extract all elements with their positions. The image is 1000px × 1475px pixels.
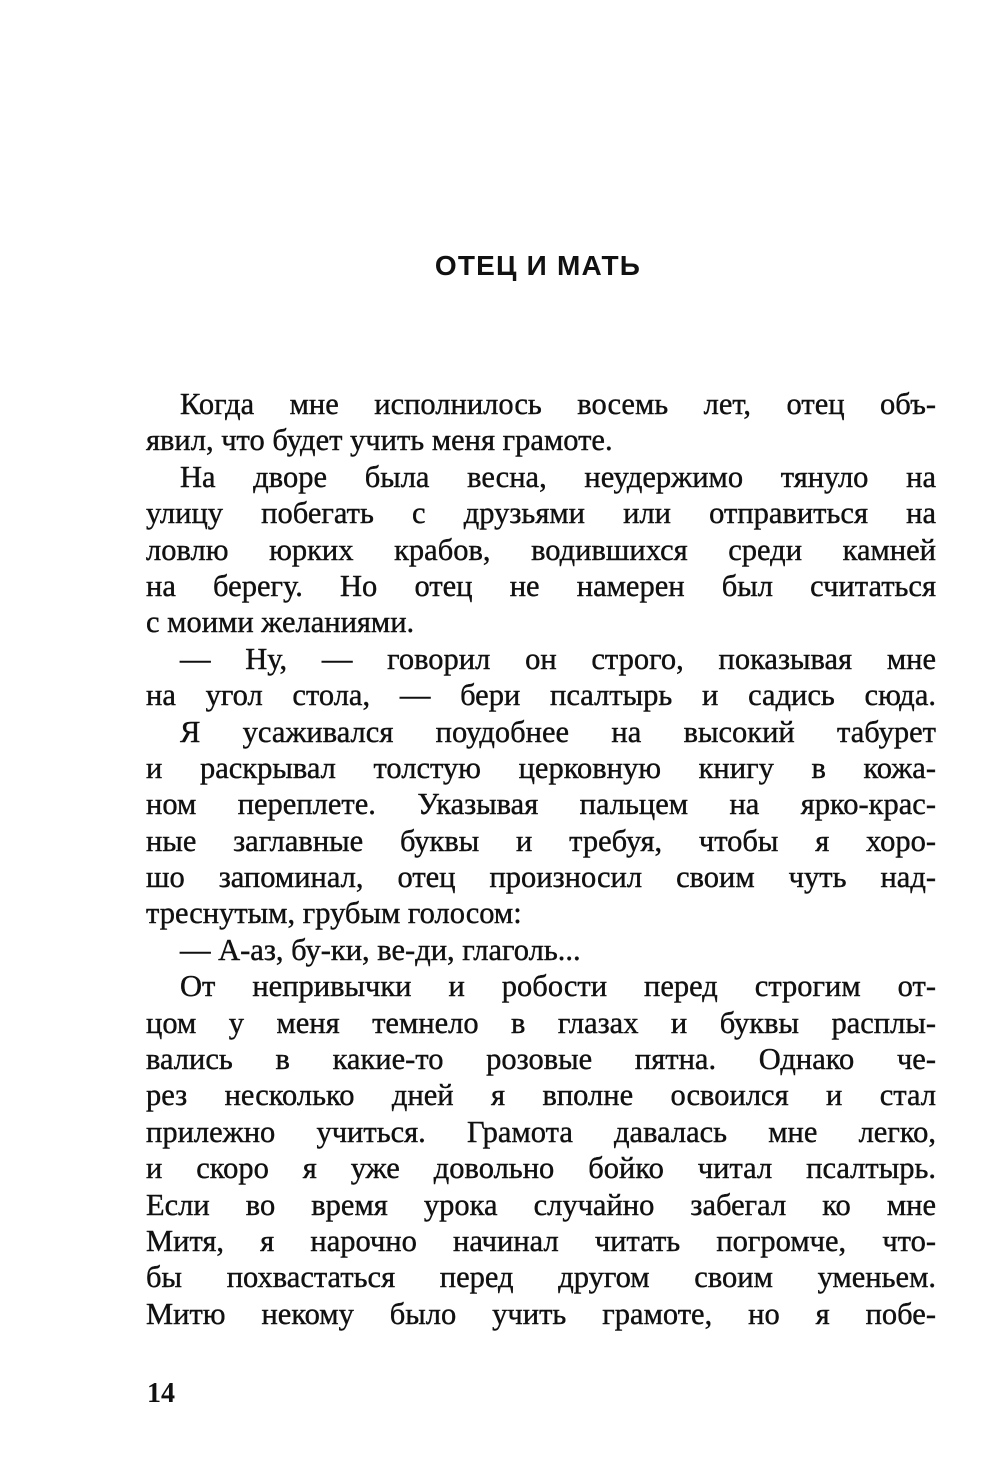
text-line: рез несколько дней я вполне освоился и стал <box>146 1078 936 1113</box>
text-line: ном переплете. Указывая пальцем на ярко-крас- <box>146 787 936 822</box>
text-line: Я усаживался поудобнее на высокий табурет <box>180 714 936 749</box>
page-number: 14 <box>147 1378 175 1409</box>
text-line: треснутым, грубым голосом: <box>146 896 522 931</box>
text-line: — Ну, — говорил он строго, показывая мне <box>180 641 936 676</box>
text-line: и раскрывал толстую церковную книгу в кожа- <box>146 750 936 785</box>
text-line: вались в какие-то розовые пятна. Однако че- <box>146 1042 936 1077</box>
text-line: с моими желаниями. <box>146 605 415 640</box>
text-line: шо запоминал, отец произносил своим чуть над- <box>146 860 936 895</box>
text-line: Митя, я нарочно начинал читать погромче, что- <box>146 1223 936 1258</box>
text-line: — А-аз, бу-ки, ве-ди, глаголь... <box>180 932 581 967</box>
text-line: На дворе была весна, неудержимо тянуло на <box>180 459 936 494</box>
text-line: цом у меня темнело в глазах и буквы расплы- <box>146 1005 936 1040</box>
text-line: на берегу. Но отец не намерен был считаться <box>146 568 936 603</box>
text-line: явил, что будет учить меня грамоте. <box>146 423 613 458</box>
text-line: От непривычки и робости перед строгим от- <box>180 969 936 1004</box>
text-line: улицу побегать с друзьями или отправиться на <box>146 496 936 531</box>
text-line: бы похвастаться перед другом своим уменьем. <box>146 1260 936 1295</box>
text-line: и скоро я уже довольно бойко читал псалтырь. <box>146 1151 936 1186</box>
text-line: Когда мне исполнилось восемь лет, отец объ- <box>180 387 936 421</box>
chapter-title: ОТЕЦ И МАТЬ <box>434 250 642 281</box>
text-line: Митю некому было учить грамоте, но я побе- <box>146 1296 936 1331</box>
text-line: ные заглавные буквы и требуя, чтобы я хоро- <box>146 823 936 858</box>
body-text <box>146 386 936 1332</box>
text-line: на угол стола, — бери псалтырь и садись сюда. <box>146 678 936 713</box>
text-line: прилежно учиться. Грамота давалась мне легко, <box>146 1114 936 1149</box>
text-line: Если во время урока случайно забегал ко мне <box>146 1187 936 1222</box>
text-line: ловлю юрких крабов, водившихся среди камней <box>146 532 936 567</box>
